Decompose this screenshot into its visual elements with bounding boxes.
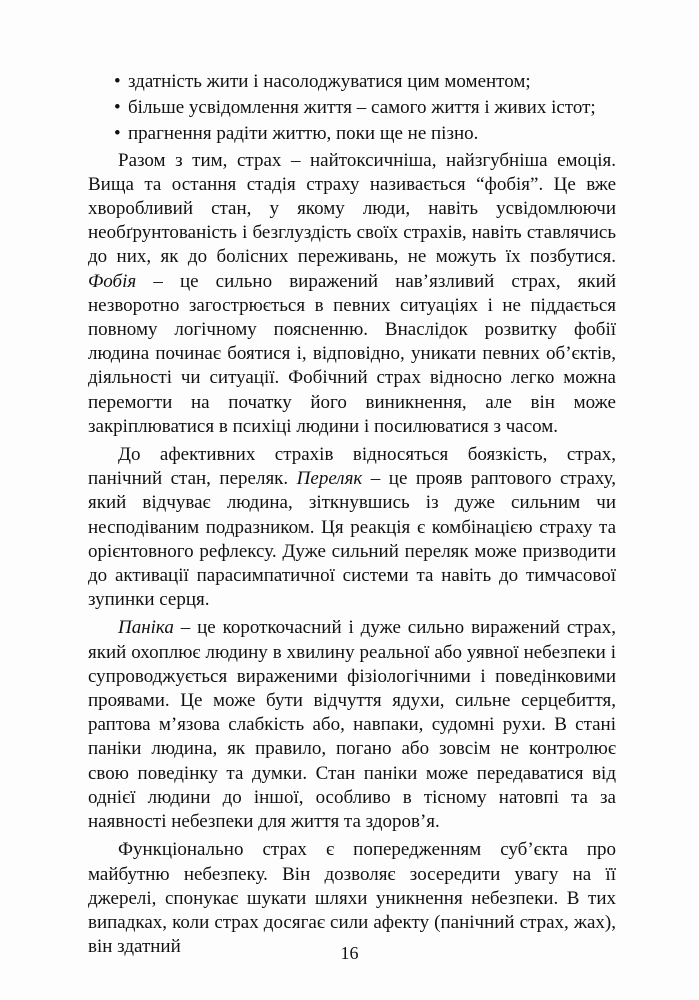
bullet-list [88,70,616,147]
paragraph-text: До афективних страхів відносяться боязкість, страх, панічний стан, переляк. [88,444,616,490]
term-phobia: Фобія [88,270,137,292]
list-item [88,96,616,120]
paragraph-panic [88,616,616,834]
page-number: 16 [340,943,359,963]
paragraph-text: – це короткочасний і дуже сильно виражений страх, який охоплює людину в хвилину реальної або уявної небезпеки і супроводжується вираженими фізіологічними і поведінковими проявами. Це може бути відчуття ядухи, сильне серцебиття, раптова м’язова слабкість або, навпаки, судомні рухи. В стані паніки людина, як правило, погано або зовсім не контролює свою поведінку та думки. Стан паніки може передаватися від однієї людини до іншої, особливо в тісному натовпі та за наявності небезпеки для життя та здоров’я. [88,617,616,833]
paragraph-fright [88,443,616,612]
paragraph-text: Функціонально страх є попередженням суб’єкта про майбутню небезпеку. Він дозволяє зосередити увагу на її джерелі, спонукає шукати шляхи уникнення небезпеки. В тих випадках, коли страх досягає сили афекту (панічний страх, жах), він здатний [88,839,616,958]
list-item-text: прагнення радіти життю, поки ще не пізно. [128,123,479,145]
page-text [88,70,616,959]
list-item [88,70,616,94]
term-panic: Паніка [118,617,174,639]
bullet-icon: • [114,123,121,145]
term-fright: Переляк [296,468,363,490]
paragraph-text: Разом з тим, страх – найтоксичніша, найзгубніша емоція. Вища та остання стадія страху називається “фобія”. Це вже хворобливий стан, у якому люди, навіть усвідомлюючи необґрунтованість і безглуздість своїх страхів, навіть ставлячись до них, як до болісних переживань, не можуть їх позбутися. [88,149,616,268]
bullet-icon: • [114,71,121,92]
bullet-icon: • [114,97,121,119]
paragraph-text: – це прояв раптового страху, який відчуває людина, зіткнувшись із дуже сильним чи несподіваним подразником. Ця реакція є комбінацією страху та орієнтовного рефлексу. Дуже сильний переляк може призводити до активації парасимпатичної системи та навіть до тимчасової зупинки серця. [88,468,616,611]
paragraph-phobia [88,149,616,439]
list-item-text: більше усвідомлення життя – самого життя і живих істот; [128,97,596,119]
paragraph-text: – це сильно виражений нав’язливий страх, який незворотно загострюється в певних ситуаціях і не піддається повному логічному поясненню. Внаслідок розвитку фобії людина починає боятися і, відповідно, уникати певних об’єктів, діяльності чи ситуації. Фобічний страх відносно легко можна перемогти на початку його виникнення, але він може закріплюватися в психіці людини і посилюватися з часом. [88,270,616,437]
list-item-text: здатність жити і насолоджуватися цим моментом; [128,71,531,92]
list-item [88,122,616,146]
